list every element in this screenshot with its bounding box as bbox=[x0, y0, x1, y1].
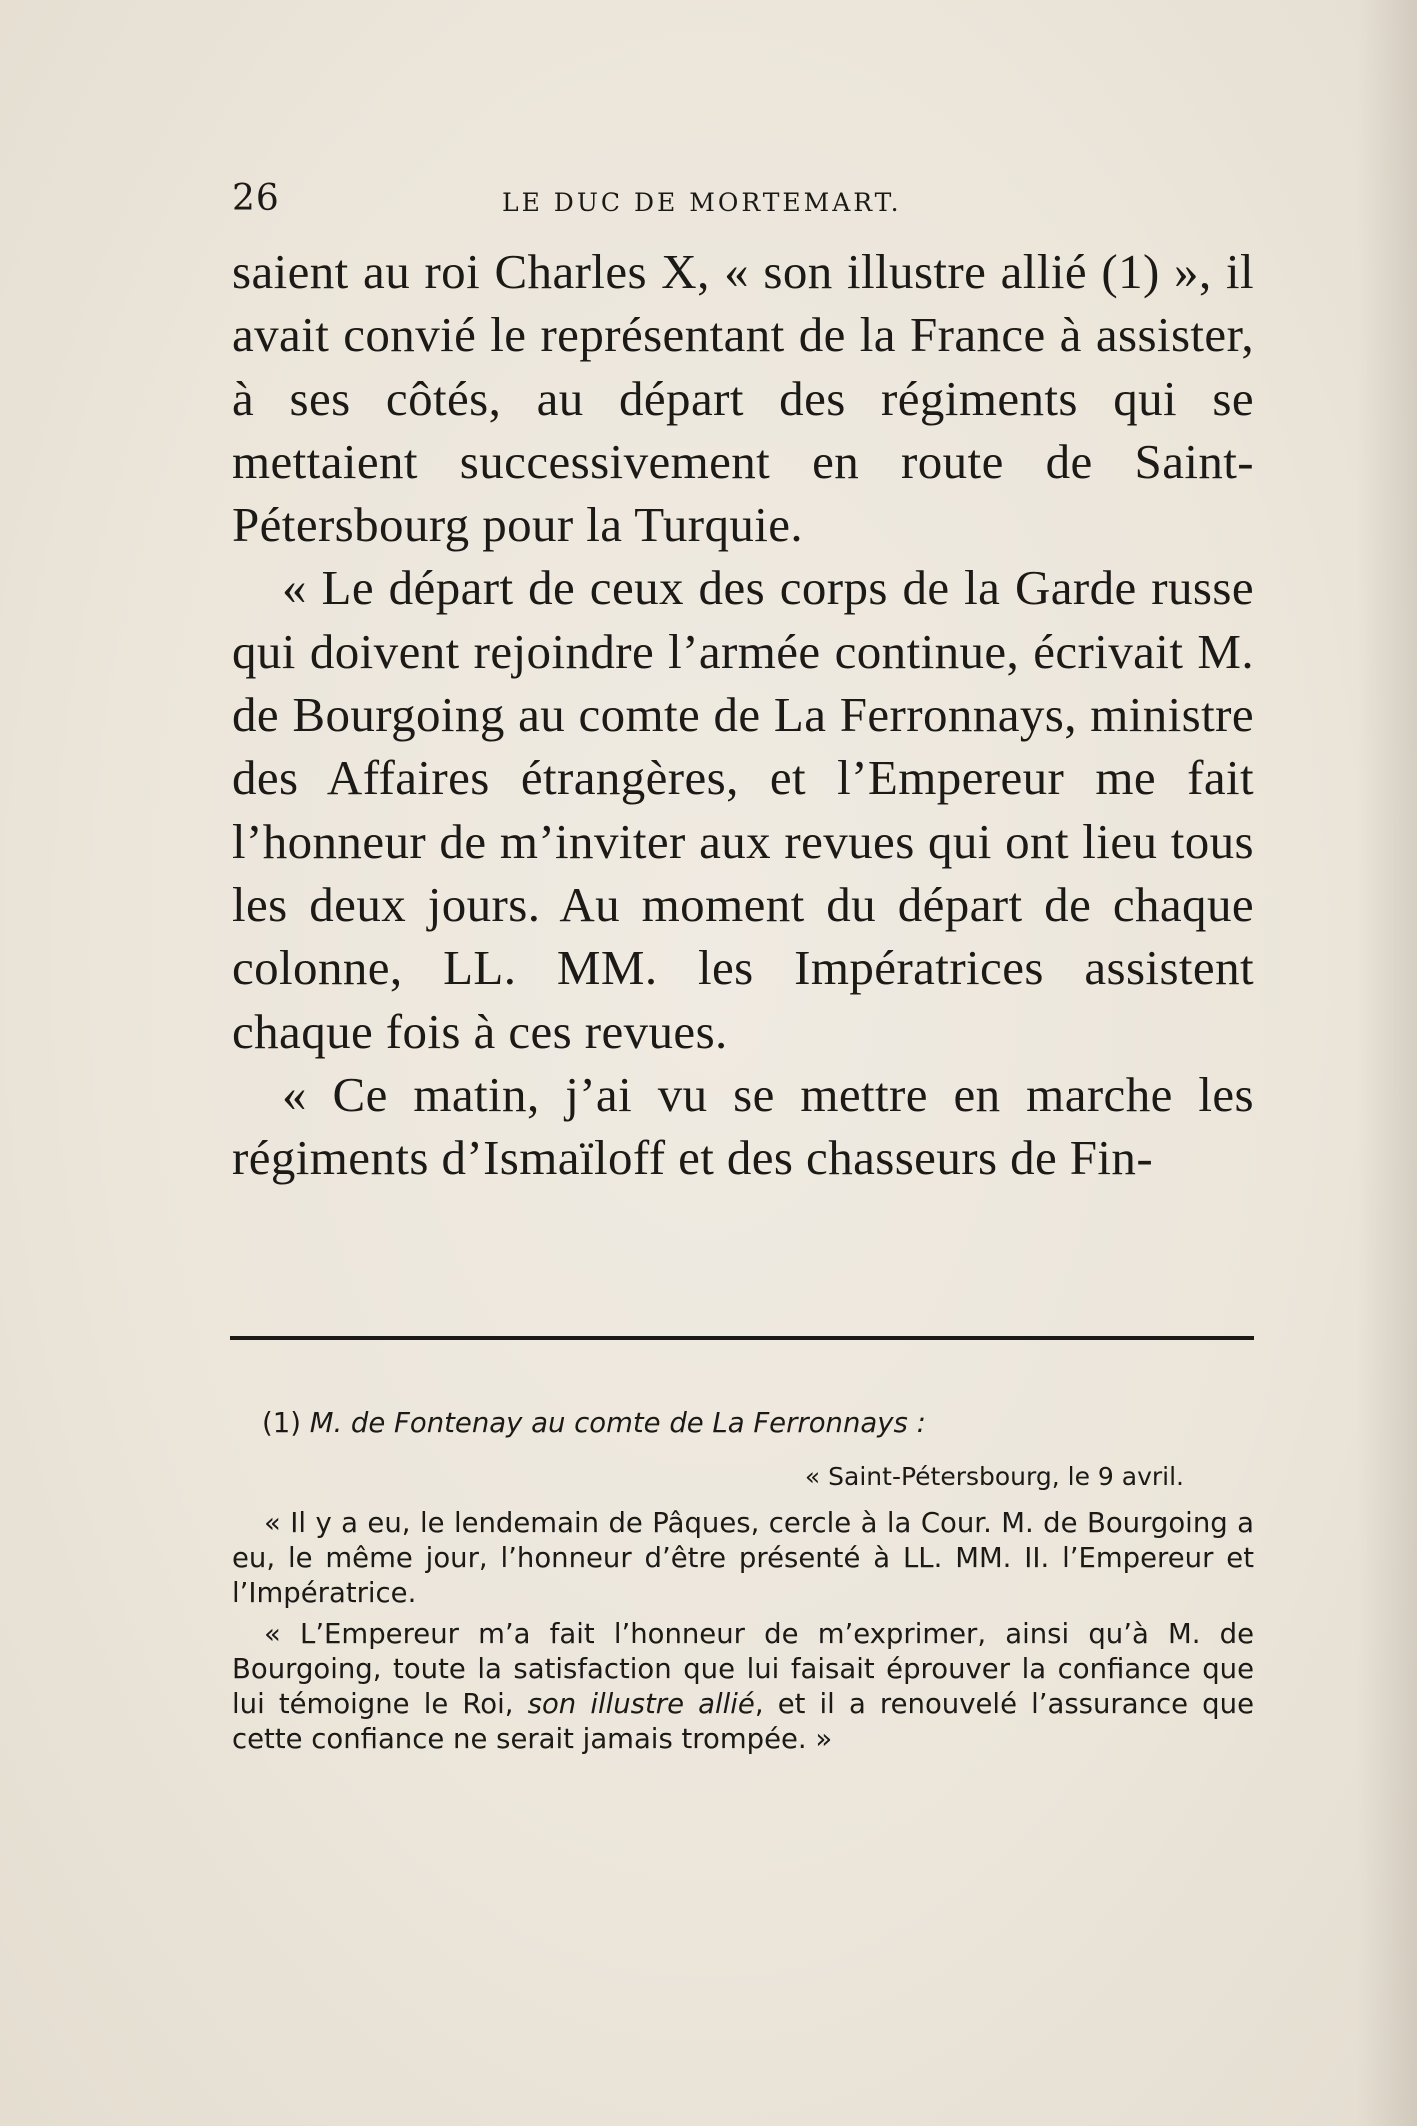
footnote-paragraph-1: « Il y a eu, le lendemain de Pâques, cercle à la Cour. M. de Bourgoing a eu, le même jour, l’honneur d’être présenté à LL. MM. II. l’Empereur et l’Impératrice. bbox=[232, 1507, 1254, 1609]
footnotes bbox=[232, 1406, 1254, 1757]
paragraph-2: « Le départ de ceux des corps de la Garde russe qui doivent rejoindre l’armée continue, écrivait M. de Bourgoing au comte de La Ferronnays, ministre des Affaires étrangères, et l’Empereur me fait l’honneur de m’inviter aux revues qui ont lieu tous les deux jours. Au moment du départ de chaque colonne, LL. MM. les Impératrices assistent chaque fois à ces revues. bbox=[232, 560, 1254, 1059]
footnote-source: M. de Fontenay au comte de La Ferronnays : bbox=[309, 1407, 926, 1439]
page-number: 26 bbox=[232, 178, 280, 219]
footnote-divider bbox=[230, 1336, 1254, 1340]
page-header bbox=[232, 178, 1252, 228]
footnote-p2-italic: son illustre allié bbox=[527, 1688, 755, 1720]
footnote-p2-start: « L’Empereur m’a fait l’honneur de m’exprimer, ainsi qu’à M. de Bourgoing, toute la satisfaction que lui faisait éprouver la confiance que lui témoigne le Roi, bbox=[232, 1618, 1254, 1720]
paragraph-3: « Ce matin, j’ai vu se mettre en marche les régiments d’Ismaïloff et des chasseurs de Fin- bbox=[232, 1066, 1254, 1186]
footnote-dateline: « Saint-Pétersbourg, le 9 avril. bbox=[804, 1462, 1184, 1491]
main-text bbox=[232, 240, 1254, 1189]
footnote-p2-end: , et il a renouvelé l’assurance que cette confiance ne serait jamais trompée. » bbox=[232, 1688, 1254, 1755]
paragraph-1: saient au roi Charles X, « son illustre allié (1) », il avait convié le représentant de la France à assister, à ses côtés, au départ des régiments qui se mettaient successivement en route de Saint-Pétersbourg pour la Turquie. bbox=[232, 244, 1254, 553]
footnote-paragraph-2 bbox=[232, 1617, 1254, 1757]
running-head: LE DUC DE MORTEMART. bbox=[502, 188, 902, 217]
page-edge-shadow bbox=[1357, 0, 1417, 2126]
footnote-marker: (1) bbox=[262, 1407, 301, 1439]
footnote-heading bbox=[232, 1406, 1254, 1441]
